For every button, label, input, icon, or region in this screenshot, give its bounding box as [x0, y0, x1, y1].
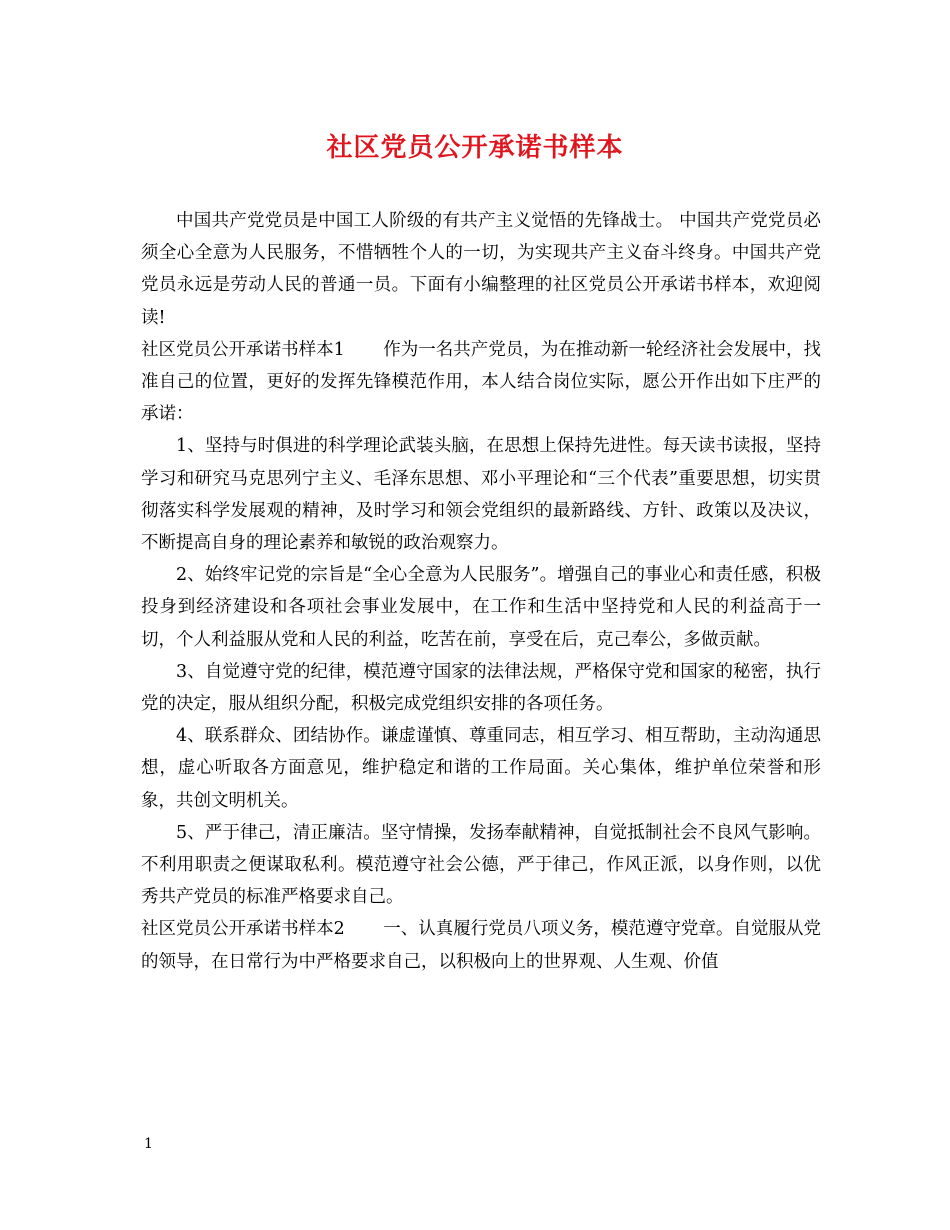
sample-2-text: 一、认真履行党员八项义务，模范遵守党章。自觉服从党的领导，在日常行为中严格要求自己，以积极向上的世界观、人生观、价值: [141, 919, 821, 972]
commitment-item-2: 2、始终牢记党的宗旨是“全心全意为人民服务”。增强自己的事业心和责任感，积极投身到经济建设和各项社会事业发展中，在工作和生活中坚持党和人民的利益高于一切，个人利益服从党和人民的利益，吃苦在前，享受在后，克己奉公，多做贡献。: [141, 565, 821, 650]
commitment-item-4: 4、联系群众、团结协作。谦虚谨慎、尊重同志，相互学习、相互帮助，主动沟通思想，虚心听取各方面意见，维护稳定和谐的工作局面。关心集体，维护单位荣誉和形象，共创文明机关。: [141, 726, 821, 811]
document-body: [141, 205, 821, 978]
sample-1-paragraph: [141, 334, 821, 431]
intro-paragraph: 中国共产党党员是中国工人阶级的有共产主义觉悟的先锋战士。 中国共产党党员必须全心全意为人民服务，不惜牺牲个人的一切，为实现共产主义奋斗终身。中国共产党党员永远是劳动人民的普通一员。下面有小编整理的社区党员公开承诺书样本，欢迎阅读!: [141, 211, 821, 328]
sample-1-label: 社区党员公开承诺书样本1: [141, 339, 345, 360]
commitment-item-1: 1、坚持与时俱进的科学理论武装头脑，在思想上保持先进性。每天读书读报，坚持学习和研究马克思列宁主义、毛泽东思想、邓小平理论和“三个代表”重要思想，切实贯彻落实科学发展观的精神，及时学习和领会党组织的最新路线、方针、政策以及决议，不断提高自身的理论素养和敏锐的政治观察力。: [141, 436, 821, 554]
page-title: 社区党员公开承诺书样本: [326, 133, 624, 163]
commitment-item-5: 5、严于律己，清正廉洁。坚守情操，发扬奉献精神，自觉抵制社会不良风气影响。不利用职责之便谋取私利。模范遵守社会公德，严于律己，作风正派，以身作则，以优秀共产党员的标准严格要求自己。: [141, 822, 821, 908]
sample-2-label: 社区党员公开承诺书样本2: [141, 919, 345, 940]
page-number: 1: [144, 1136, 153, 1152]
sample-1-text: 作为一名共产党员，为在推动新一轮经济社会发展中，找准自己的位置，更好的发挥先锋模范作用，本人结合岗位实际，愿公开作出如下庄严的承诺：: [141, 339, 821, 425]
sample-2-paragraph: [141, 913, 821, 977]
commitment-item-3: 3、自觉遵守党的纪律，模范遵守国家的法律法规，严格保守党和国家的秘密，执行党的决定，服从组织分配，积极完成党组织安排的各项任务。: [141, 661, 821, 715]
